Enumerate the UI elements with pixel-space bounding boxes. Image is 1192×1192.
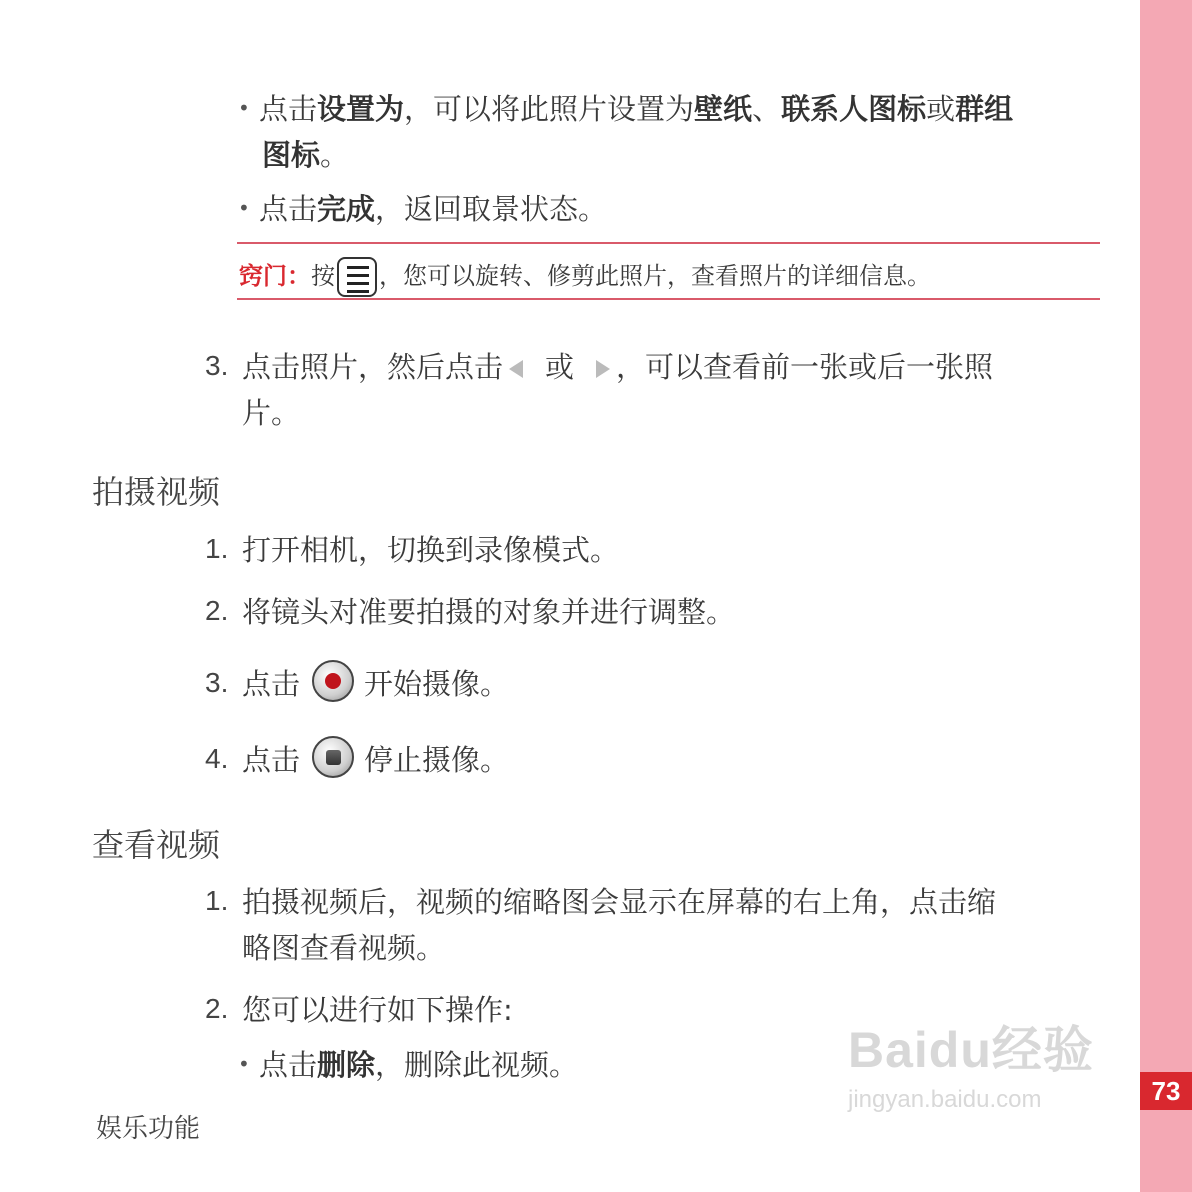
step-operations: 您可以进行如下操作: (242, 993, 513, 1027)
footer-chapter: 娱乐功能 (96, 1114, 201, 1144)
tip-top-rule (237, 242, 1100, 244)
step-open-camera: 打开相机，切换到录像模式。 (242, 533, 620, 567)
text: 或 (545, 350, 575, 384)
bold-text: 完成 (317, 192, 376, 226)
step-thumbnail: 拍摄视频后，视频的缩略图会显示在屏幕的右上角，点击缩 (242, 885, 997, 919)
step-number: 2. (205, 595, 229, 626)
bold-text: 壁纸 (694, 92, 753, 126)
text: 或 (926, 92, 956, 126)
bullet-dot: • (238, 96, 250, 120)
watermark-url: jingyan.baidu.com (848, 1086, 1042, 1113)
watermark-logo: Baidu经验 (848, 1022, 1094, 1078)
text: ，可以将此照片设置为 (404, 92, 695, 126)
step-aim-lens: 将镜头对准要拍摄的对象并进行调整。 (242, 595, 736, 629)
tip-box (239, 256, 931, 297)
stop-square (326, 750, 341, 765)
tip-label: 窍门： (239, 262, 311, 290)
text: 按 (311, 262, 335, 290)
step-stop-record-text: 停止摄像。 (364, 743, 510, 777)
stop-icon (312, 736, 354, 778)
bullet-delete (259, 1042, 578, 1088)
bold-text: 联系人图标 (781, 92, 927, 126)
text: ，删除此视频。 (375, 1048, 579, 1082)
bullet-dot: • (238, 1052, 250, 1076)
page-number: 73 (1140, 1072, 1192, 1110)
step-stop-record: 点击 (242, 743, 301, 777)
record-icon (312, 660, 354, 702)
step-thumbnail-line2: 略图查看视频。 (242, 931, 446, 965)
text: ，您可以旋转、修剪此照片，查看照片的详细信息。 (379, 262, 931, 290)
text: 点击 (259, 92, 318, 126)
step-view-photo (242, 344, 993, 390)
next-arrow-icon (596, 360, 610, 378)
bold-text: 图标 (262, 138, 321, 172)
text: 、 (752, 92, 782, 126)
baidu-watermark (848, 1010, 1094, 1114)
bold-text: 删除 (317, 1048, 376, 1082)
step-number: 3. (205, 667, 229, 698)
step-view-photo-line2: 片。 (242, 396, 301, 430)
bullet-set-as-line2 (262, 132, 349, 178)
text: 。 (320, 138, 350, 172)
step-number: 2. (205, 993, 229, 1024)
side-bar (1140, 0, 1192, 1192)
bullet-dot: • (238, 196, 250, 220)
step-number: 1. (205, 533, 229, 564)
text: ，可以查看前一张或后一张照 (616, 350, 994, 384)
record-dot (325, 673, 341, 689)
step-start-record: 点击 (242, 667, 301, 701)
section-heading-record: 拍摄视频 (92, 473, 221, 511)
bullet-set-as (259, 86, 1013, 132)
bullet-done (259, 186, 607, 232)
previous-arrow-icon (509, 360, 523, 378)
bold-text: 群组 (955, 92, 1014, 126)
step-number: 4. (205, 743, 229, 774)
tip-bottom-rule (237, 298, 1100, 300)
step-number: 1. (205, 885, 229, 916)
step-number: 3. (205, 350, 229, 381)
text: 点击照片，然后点击 (242, 350, 504, 384)
bold-text: 设置为 (317, 92, 405, 126)
text: ，返回取景状态。 (375, 192, 608, 226)
section-heading-view: 查看视频 (92, 826, 221, 864)
menu-icon (337, 257, 377, 297)
text: 点击 (259, 1048, 318, 1082)
step-start-record-text: 开始摄像。 (364, 667, 510, 701)
text: 点击 (259, 192, 318, 226)
